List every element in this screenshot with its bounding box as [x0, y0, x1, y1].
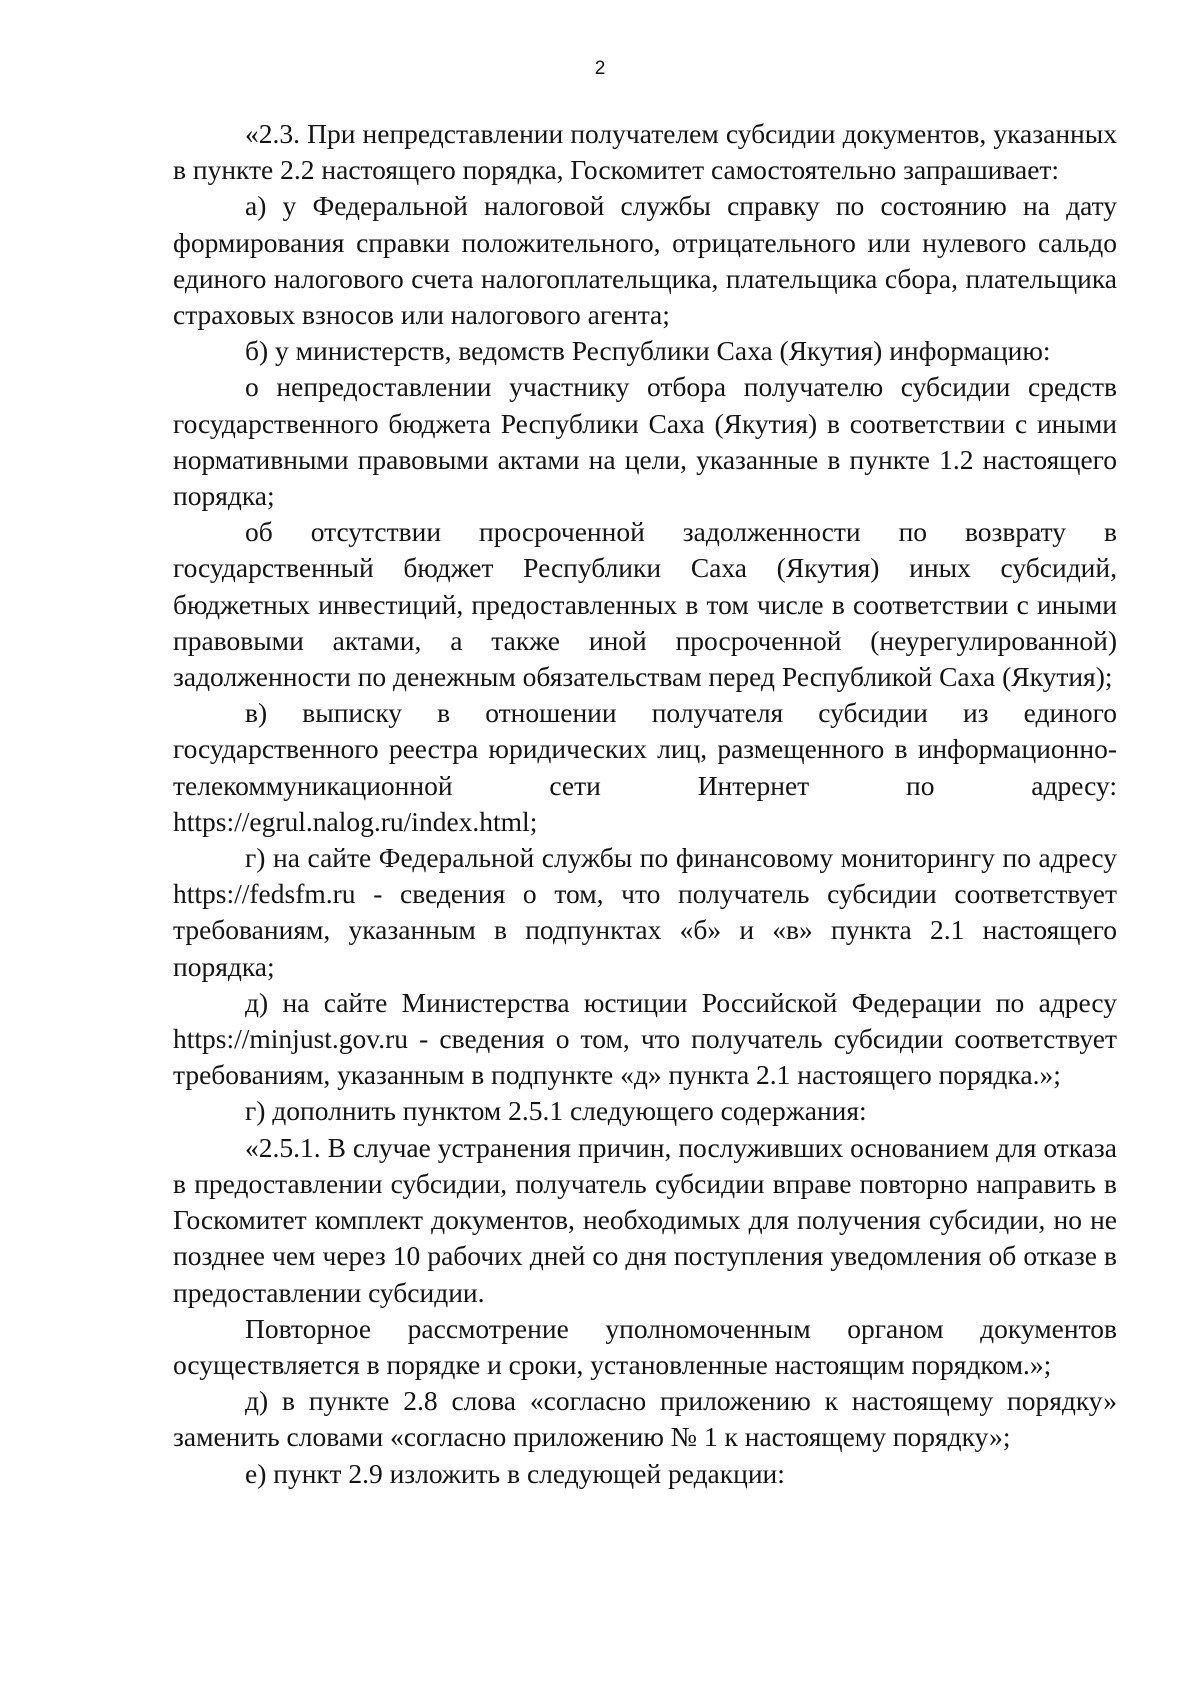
paragraph-item-v: в) выписку в отношении получателя субсидии из единого государственного реестра юридических лиц, размещенного в информационно-телекоммуникационной сети Интернет по адресу: https://egrul.nalog.ru/index.html; — [173, 697, 1117, 837]
paragraph-item-d: д) на сайте Министерства юстиции Российской Федерации по адресу https://minjust.gov.ru - сведения о том, что получатель субсидии соответствует требованиям, указанным в подпункте «д» пункта 2.1 настоящего порядка.»; — [173, 986, 1117, 1091]
paragraph-item-g: г) на сайте Федеральной службы по финансовому мониторингу по адресу https://fedsfm.ru - сведения о том, что получатель субсидии соответствует требованиям, указанным в подпунктах «б» и «в» пункта 2.1 настоящего порядка; — [173, 842, 1117, 982]
paragraph-repeat-review: Повторное рассмотрение уполномоченным органом документов осуществляется в порядке и сроки, установленные настоящим порядком.»; — [173, 1312, 1117, 1380]
document-body — [173, 116, 1117, 1492]
paragraph-2-5-1: «2.5.1. В случае устранения причин, послуживших основанием для отказа в предоставлении субсидии, получатель субсидии вправе повторно направить в Госкомитет комплект документов, необходимых для получения субсидии, но не позднее чем через 10 рабочих дней со дня поступления уведомления об отказе в предоставлении субсидии. — [173, 1131, 1117, 1308]
paragraph-item-a: а) у Федеральной налоговой службы справку по состоянию на дату формирования справки положительного, отрицательного или нулевого сальдо единого налогового счета налогоплательщика, плательщика сбора, плательщика страховых взносов или налогового агента; — [173, 190, 1117, 331]
paragraph-no-debt: об отсутствии просроченной задолженности по возврату в государственный бюджет Республики Саха (Якутия) иных субсидий, бюджетных инвестиций, предоставленных в том числе в соответствии с иными правовыми актами, а также иной просроченной (неурегулированной) задолженности по денежным обязательствам перед Республикой Саха (Якутия); — [173, 516, 1117, 693]
paragraph-2-3: «2.3. При непредставлении получателем субсидии документов, указанных в пункте 2.2 настоящего порядка, Госкомитет самостоятельно запрашивает: — [173, 118, 1117, 186]
paragraph-amendment-e: е) пункт 2.9 изложить в следующей редакции: — [245, 1457, 785, 1489]
paragraph-non-provision: о непредоставлении участнику отбора получателю субсидии средств государственного бюджета Республики Саха (Якутия) в соответствии с иными нормативными правовыми актами на цели, указанные в пункте 1.2 настоящего порядка; — [173, 371, 1117, 512]
page-number: 2 — [594, 58, 606, 79]
paragraph-item-b: б) у министерств, ведомств Республики Саха (Якутия) информацию: — [245, 335, 1051, 367]
paragraph-amendment-g: г) дополнить пунктом 2.5.1 следующего содержания: — [245, 1095, 867, 1127]
paragraph-amendment-d: д) в пункте 2.8 слова «согласно приложению к настоящему порядку» заменить словами «согласно приложению № 1 к настоящему порядку»; — [173, 1385, 1117, 1453]
